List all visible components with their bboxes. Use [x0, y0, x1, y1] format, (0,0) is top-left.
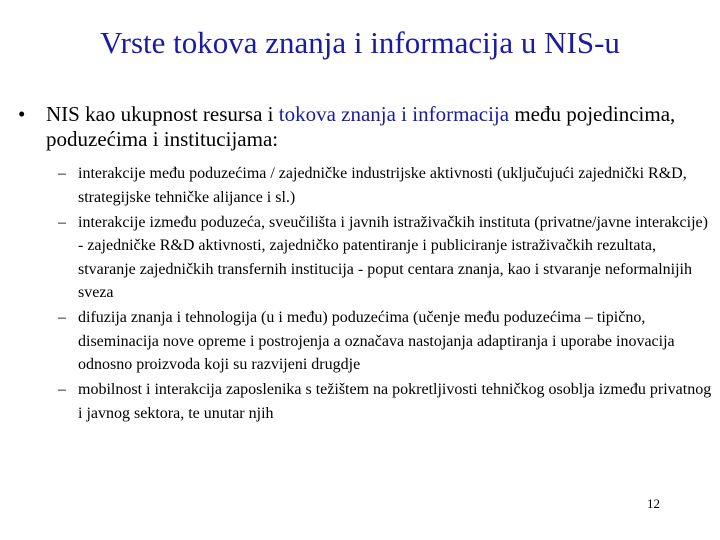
- sub-bullet-list: [18, 162, 714, 425]
- sub-bullet-text: interakcije između poduzeća, sveučilišta i javnih istraživačkih instituta (privatne/javne interakcije) - zajedničke R&D aktivnosti, zajedničko patentiranje i publiciranje istraživačkih rezultata, stvaranje zajedničkih transfernih institucija - poput centara znanja, kao i stvaranje neformalnijih sveza: [78, 213, 708, 301]
- sub-bullet-marker: –: [58, 213, 66, 231]
- sub-bullet-item: [58, 211, 714, 305]
- sub-bullet-text: mobilnost i interakcija zaposlenika s težištem na pokretljivosti tehničkog osoblja između privatnog i javnog sektora, te unutar njih: [78, 381, 712, 422]
- page-number: 12: [647, 496, 660, 511]
- bullet-marker: •: [18, 102, 26, 126]
- sub-bullet-marker: –: [58, 165, 66, 182]
- sub-bullet-text: difuzija znanja i tehnologija (u i među) poduzećima (učenje među poduzećima – tipično, diseminacija nove opreme i postrojenja a označava nastojanja adaptiranja i uporabe inovacija odnosno proizvoda koji su razvijeni drugdje: [78, 309, 675, 373]
- sub-bullet-item: [58, 378, 714, 425]
- main-bullet-text-after: među pojedincima, poduzećima i institucijama:: [46, 102, 676, 151]
- main-bullet-text-before: NIS kao ukupnost resursa i: [46, 102, 279, 126]
- main-bullet-highlight: tokova znanja i informacija: [278, 102, 510, 126]
- sub-bullet-item: [58, 306, 714, 377]
- sub-bullet-item: [58, 162, 714, 209]
- sub-bullet-marker: –: [58, 381, 66, 398]
- sub-bullet-marker: –: [58, 309, 66, 326]
- main-bullet: [18, 102, 714, 152]
- slide-body: [18, 102, 714, 427]
- sub-bullet-text: interakcije među poduzećima / zajedničke industrijske aktivnosti (uključujući zajednički R&D, strategijske tehničke alijance i sl.): [78, 165, 687, 206]
- slide-title: Vrste tokova znanja i informacija u NIS-u: [100, 25, 620, 60]
